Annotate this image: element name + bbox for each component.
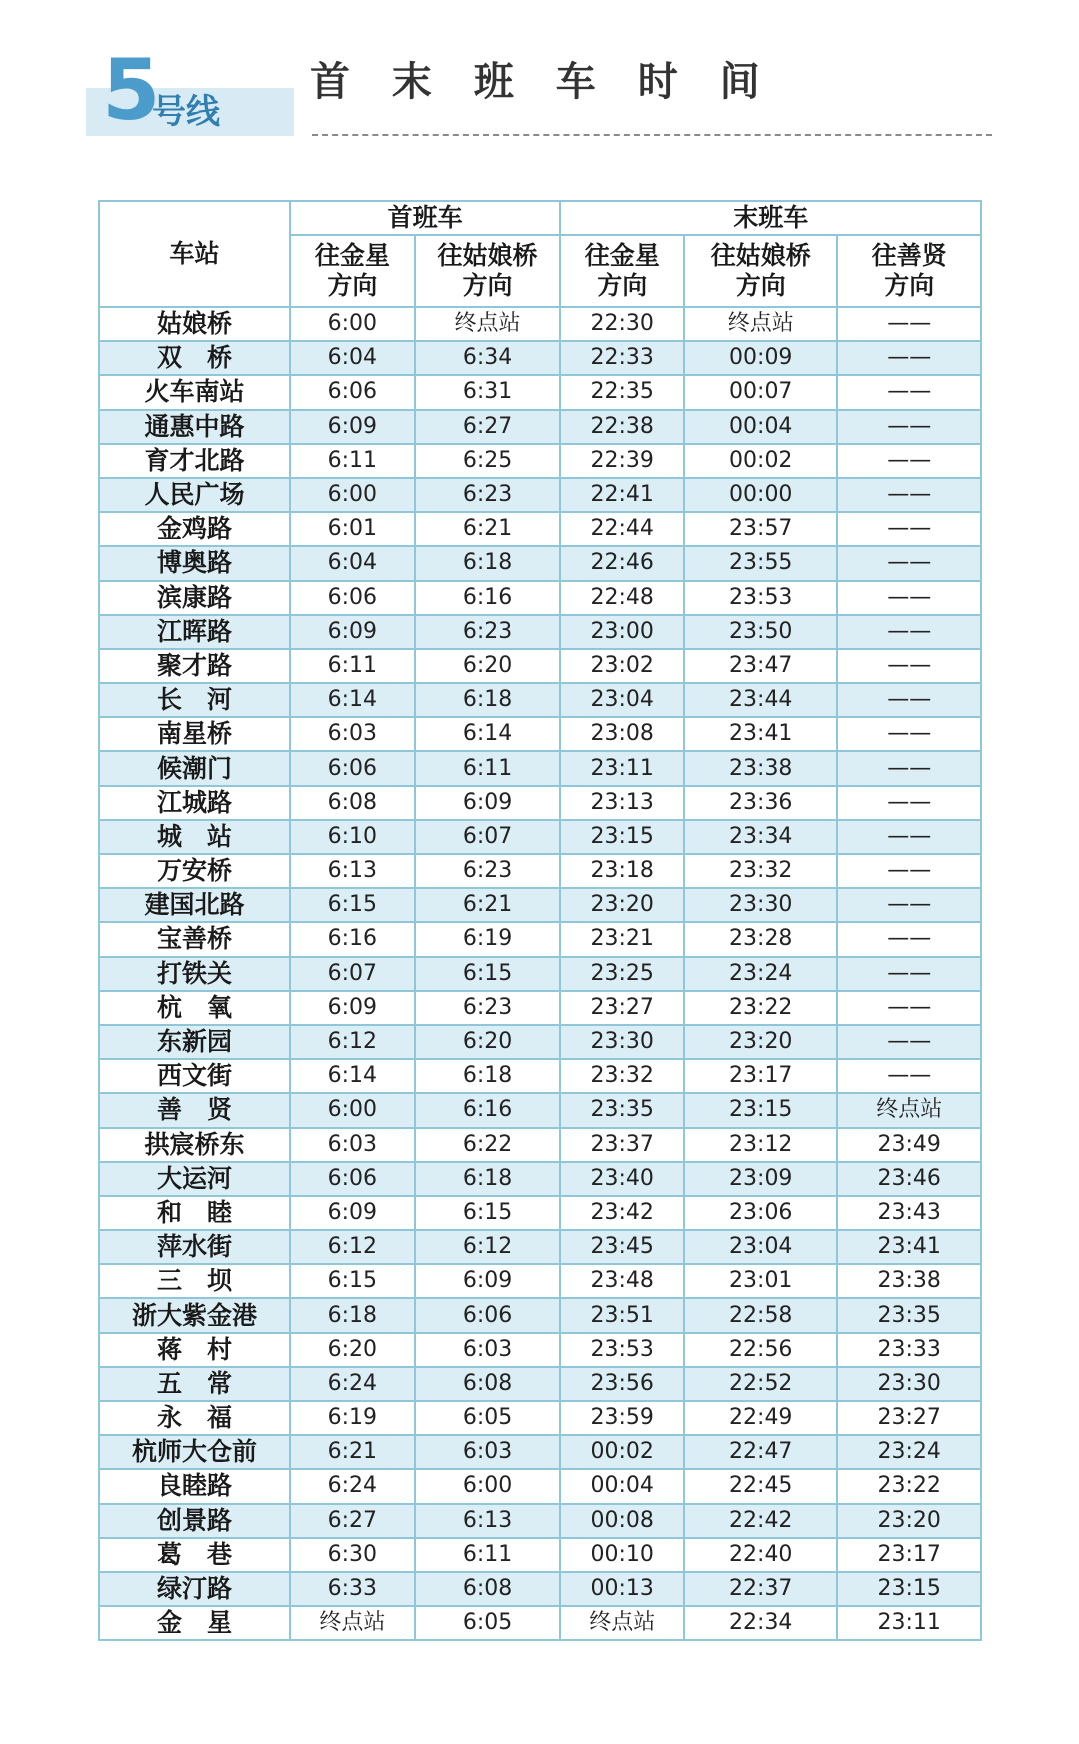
- time-cell: 22:52: [684, 1367, 837, 1401]
- time-cell: ——: [837, 683, 981, 717]
- time-cell: 6:07: [290, 957, 415, 991]
- time-cell: 23:32: [560, 1059, 684, 1093]
- time-cell: ——: [837, 307, 981, 341]
- table-row: [99, 957, 981, 991]
- station-name: 五 常: [99, 1367, 290, 1401]
- table-row: [99, 375, 981, 409]
- time-cell: ——: [837, 717, 981, 751]
- table-row: [99, 1572, 981, 1606]
- time-cell: 23:17: [837, 1538, 981, 1572]
- time-cell: 23:12: [684, 1128, 837, 1162]
- time-cell: 6:30: [290, 1538, 415, 1572]
- table-row: [99, 1606, 981, 1640]
- time-cell: 6:09: [290, 615, 415, 649]
- time-cell: 6:06: [290, 581, 415, 615]
- time-cell: 23:55: [684, 546, 837, 580]
- time-cell: 6:08: [290, 786, 415, 820]
- table-row: [99, 546, 981, 580]
- time-cell: 终点站: [684, 307, 837, 341]
- time-cell: 23:42: [560, 1196, 684, 1230]
- time-cell: 23:11: [837, 1606, 981, 1640]
- station-name: 东新园: [99, 1025, 290, 1059]
- time-cell: 6:00: [415, 1469, 561, 1503]
- line-suffix: 号线: [152, 92, 220, 132]
- time-cell: 6:18: [415, 683, 561, 717]
- time-cell: 6:11: [290, 649, 415, 683]
- time-cell: 00:13: [560, 1572, 684, 1606]
- time-cell: 00:10: [560, 1538, 684, 1572]
- station-name: 大运河: [99, 1162, 290, 1196]
- time-cell: 23:20: [560, 888, 684, 922]
- time-cell: 23:27: [837, 1401, 981, 1435]
- table-row: [99, 820, 981, 854]
- time-cell: 22:35: [560, 375, 684, 409]
- time-cell: 22:47: [684, 1435, 837, 1469]
- table-row: [99, 410, 981, 444]
- time-cell: 23:56: [560, 1367, 684, 1401]
- table-row: [99, 1333, 981, 1367]
- time-cell: ——: [837, 649, 981, 683]
- time-cell: 23:15: [560, 820, 684, 854]
- time-cell: 23:15: [837, 1572, 981, 1606]
- time-cell: 22:49: [684, 1401, 837, 1435]
- time-cell: 23:20: [837, 1504, 981, 1538]
- time-cell: 6:03: [290, 1128, 415, 1162]
- station-name: 金鸡路: [99, 512, 290, 546]
- station-name: 聚才路: [99, 649, 290, 683]
- time-cell: 23:15: [684, 1093, 837, 1127]
- time-cell: ——: [837, 957, 981, 991]
- time-cell: 6:15: [415, 957, 561, 991]
- time-cell: 6:23: [415, 854, 561, 888]
- time-cell: ——: [837, 546, 981, 580]
- time-cell: 23:06: [684, 1196, 837, 1230]
- direction-header: 往姑娘桥 方向: [415, 235, 561, 307]
- time-cell: 6:18: [415, 1059, 561, 1093]
- time-cell: 23:21: [560, 922, 684, 956]
- direction-header: 往金星 方向: [560, 235, 684, 307]
- time-cell: 23:27: [560, 991, 684, 1025]
- time-cell: 23:53: [560, 1333, 684, 1367]
- time-cell: 23:00: [560, 615, 684, 649]
- time-cell: 23:53: [684, 581, 837, 615]
- table-row: [99, 1093, 981, 1127]
- station-name: 萍水街: [99, 1230, 290, 1264]
- station-name: 善 贤: [99, 1093, 290, 1127]
- station-name: 宝善桥: [99, 922, 290, 956]
- time-cell: 6:00: [290, 478, 415, 512]
- time-cell: 6:11: [415, 751, 561, 785]
- time-cell: 6:20: [290, 1333, 415, 1367]
- time-cell: 6:09: [415, 786, 561, 820]
- time-cell: 23:49: [837, 1128, 981, 1162]
- time-cell: 23:47: [684, 649, 837, 683]
- time-cell: 6:03: [415, 1333, 561, 1367]
- table-row: [99, 751, 981, 785]
- time-cell: 23:48: [560, 1264, 684, 1298]
- table-row: [99, 307, 981, 341]
- time-cell: 6:22: [415, 1128, 561, 1162]
- time-cell: 6:13: [290, 854, 415, 888]
- time-cell: 6:14: [290, 683, 415, 717]
- time-cell: 6:24: [290, 1367, 415, 1401]
- time-cell: 终点站: [560, 1606, 684, 1640]
- time-cell: 6:18: [290, 1298, 415, 1332]
- time-cell: 22:40: [684, 1538, 837, 1572]
- time-cell: 23:04: [560, 683, 684, 717]
- station-name: 绿汀路: [99, 1572, 290, 1606]
- station-name: 建国北路: [99, 888, 290, 922]
- time-cell: 23:50: [684, 615, 837, 649]
- station-name: 人民广场: [99, 478, 290, 512]
- station-name: 万安桥: [99, 854, 290, 888]
- time-cell: 23:28: [684, 922, 837, 956]
- time-cell: ——: [837, 615, 981, 649]
- station-name: 蒋 村: [99, 1333, 290, 1367]
- time-cell: 6:09: [415, 1264, 561, 1298]
- time-cell: 23:38: [684, 751, 837, 785]
- time-cell: 6:19: [290, 1401, 415, 1435]
- time-cell: 6:18: [415, 546, 561, 580]
- time-cell: 6:12: [290, 1025, 415, 1059]
- time-cell: 23:41: [837, 1230, 981, 1264]
- time-cell: ——: [837, 478, 981, 512]
- station-name: 和 睦: [99, 1196, 290, 1230]
- table-row: [99, 1504, 981, 1538]
- table-row: [99, 888, 981, 922]
- station-name: 永 福: [99, 1401, 290, 1435]
- time-cell: 23:25: [560, 957, 684, 991]
- time-cell: 6:34: [415, 341, 561, 375]
- table-row: [99, 649, 981, 683]
- time-cell: 00:02: [560, 1435, 684, 1469]
- table-row: [99, 991, 981, 1025]
- station-name: 杭 氧: [99, 991, 290, 1025]
- time-cell: ——: [837, 581, 981, 615]
- station-name: 滨康路: [99, 581, 290, 615]
- time-cell: 22:45: [684, 1469, 837, 1503]
- direction-header: 往善贤 方向: [837, 235, 981, 307]
- station-name: 通惠中路: [99, 410, 290, 444]
- time-cell: 22:33: [560, 341, 684, 375]
- time-cell: 6:27: [290, 1504, 415, 1538]
- time-cell: 6:18: [415, 1162, 561, 1196]
- time-cell: 6:01: [290, 512, 415, 546]
- station-name: 杭师大仓前: [99, 1435, 290, 1469]
- time-cell: 6:23: [415, 615, 561, 649]
- time-cell: 23:45: [560, 1230, 684, 1264]
- time-cell: 6:15: [415, 1196, 561, 1230]
- time-cell: 6:04: [290, 546, 415, 580]
- time-cell: 23:35: [837, 1298, 981, 1332]
- time-cell: 6:21: [415, 512, 561, 546]
- table-row: [99, 922, 981, 956]
- station-name: 候潮门: [99, 751, 290, 785]
- station-name: 葛 巷: [99, 1538, 290, 1572]
- time-cell: 23:01: [684, 1264, 837, 1298]
- time-cell: 6:13: [415, 1504, 561, 1538]
- time-cell: 6:06: [290, 1162, 415, 1196]
- time-cell: 23:44: [684, 683, 837, 717]
- table-row: [99, 1025, 981, 1059]
- time-cell: 6:12: [290, 1230, 415, 1264]
- station-name: 长 河: [99, 683, 290, 717]
- station-name: 南星桥: [99, 717, 290, 751]
- table-row: [99, 1264, 981, 1298]
- station-name: 三 坝: [99, 1264, 290, 1298]
- time-cell: 22:48: [560, 581, 684, 615]
- time-cell: 23:43: [837, 1196, 981, 1230]
- table-row: [99, 1401, 981, 1435]
- time-cell: ——: [837, 512, 981, 546]
- time-cell: 22:42: [684, 1504, 837, 1538]
- time-cell: 00:07: [684, 375, 837, 409]
- time-cell: 6:00: [290, 1093, 415, 1127]
- time-cell: 00:02: [684, 444, 837, 478]
- time-cell: ——: [837, 922, 981, 956]
- time-cell: 终点站: [415, 307, 561, 341]
- station-name: 双 桥: [99, 341, 290, 375]
- time-cell: 6:06: [290, 751, 415, 785]
- time-cell: 22:46: [560, 546, 684, 580]
- table-row: [99, 1469, 981, 1503]
- time-cell: 23:02: [560, 649, 684, 683]
- time-cell: 22:44: [560, 512, 684, 546]
- time-cell: 22:58: [684, 1298, 837, 1332]
- time-cell: 23:57: [684, 512, 837, 546]
- time-cell: 22:30: [560, 307, 684, 341]
- time-cell: ——: [837, 1059, 981, 1093]
- table-row: [99, 341, 981, 375]
- time-cell: 23:08: [560, 717, 684, 751]
- time-cell: 6:11: [290, 444, 415, 478]
- station-name: 西文街: [99, 1059, 290, 1093]
- time-cell: 23:22: [684, 991, 837, 1025]
- time-cell: 23:30: [684, 888, 837, 922]
- title-divider: [312, 134, 992, 136]
- station-name: 江城路: [99, 786, 290, 820]
- time-cell: 6:07: [415, 820, 561, 854]
- time-cell: 23:51: [560, 1298, 684, 1332]
- time-cell: 6:15: [290, 888, 415, 922]
- direction-header: 往姑娘桥 方向: [684, 235, 837, 307]
- time-cell: 6:06: [415, 1298, 561, 1332]
- time-cell: 23:11: [560, 751, 684, 785]
- time-cell: 6:06: [290, 375, 415, 409]
- time-cell: 00:09: [684, 341, 837, 375]
- table-row: [99, 1128, 981, 1162]
- table-row: [99, 1298, 981, 1332]
- table-row: [99, 786, 981, 820]
- time-cell: 6:14: [290, 1059, 415, 1093]
- time-cell: 23:35: [560, 1093, 684, 1127]
- time-cell: 6:08: [415, 1367, 561, 1401]
- time-cell: ——: [837, 820, 981, 854]
- time-cell: 23:41: [684, 717, 837, 751]
- table-row: [99, 1196, 981, 1230]
- time-cell: 6:08: [415, 1572, 561, 1606]
- time-cell: 23:37: [560, 1128, 684, 1162]
- station-name: 博奥路: [99, 546, 290, 580]
- time-cell: ——: [837, 1025, 981, 1059]
- time-cell: 00:00: [684, 478, 837, 512]
- time-cell: 23:13: [560, 786, 684, 820]
- direction-header: 往金星 方向: [290, 235, 415, 307]
- time-cell: 6:21: [415, 888, 561, 922]
- time-cell: 6:10: [290, 820, 415, 854]
- time-cell: 6:12: [415, 1230, 561, 1264]
- first-train-header: 首班车: [290, 201, 560, 235]
- time-cell: 00:08: [560, 1504, 684, 1538]
- time-cell: 6:15: [290, 1264, 415, 1298]
- time-cell: 23:34: [684, 820, 837, 854]
- time-cell: 6:31: [415, 375, 561, 409]
- time-cell: 00:04: [560, 1469, 684, 1503]
- station-name: 浙大紫金港: [99, 1298, 290, 1332]
- time-cell: 23:30: [837, 1367, 981, 1401]
- time-cell: 22:38: [560, 410, 684, 444]
- station-name: 拱宸桥东: [99, 1128, 290, 1162]
- time-cell: ——: [837, 444, 981, 478]
- page-title: 首 末 班 车 时 间: [310, 59, 774, 105]
- time-cell: 23:04: [684, 1230, 837, 1264]
- time-cell: 6:09: [290, 991, 415, 1025]
- station-name: 江晖路: [99, 615, 290, 649]
- time-cell: 23:36: [684, 786, 837, 820]
- time-cell: 6:03: [290, 717, 415, 751]
- time-cell: 6:16: [415, 1093, 561, 1127]
- time-cell: 6:04: [290, 341, 415, 375]
- time-cell: ——: [837, 341, 981, 375]
- time-cell: 6:23: [415, 991, 561, 1025]
- time-cell: 6:33: [290, 1572, 415, 1606]
- time-cell: 23:40: [560, 1162, 684, 1196]
- time-cell: 6:27: [415, 410, 561, 444]
- time-cell: 6:14: [415, 717, 561, 751]
- station-name: 金 星: [99, 1606, 290, 1640]
- time-cell: ——: [837, 410, 981, 444]
- time-cell: 6:09: [290, 1196, 415, 1230]
- table-row: [99, 717, 981, 751]
- station-column-header: 车站: [99, 201, 290, 307]
- table-row: [99, 1435, 981, 1469]
- table-row: [99, 1059, 981, 1093]
- table-row: [99, 615, 981, 649]
- time-cell: 6:25: [415, 444, 561, 478]
- table-row: [99, 1230, 981, 1264]
- time-cell: 6:16: [290, 922, 415, 956]
- line-badge: [86, 42, 294, 138]
- time-cell: 6:19: [415, 922, 561, 956]
- table-row: [99, 683, 981, 717]
- time-cell: 6:24: [290, 1469, 415, 1503]
- station-name: 良睦路: [99, 1469, 290, 1503]
- time-cell: ——: [837, 854, 981, 888]
- time-cell: 23:22: [837, 1469, 981, 1503]
- last-train-header: 末班车: [560, 201, 981, 235]
- time-cell: 23:24: [837, 1435, 981, 1469]
- time-cell: ——: [837, 991, 981, 1025]
- time-cell: ——: [837, 888, 981, 922]
- time-cell: 22:39: [560, 444, 684, 478]
- time-cell: 00:04: [684, 410, 837, 444]
- time-cell: 23:30: [560, 1025, 684, 1059]
- time-cell: 23:38: [837, 1264, 981, 1298]
- station-name: 姑娘桥: [99, 307, 290, 341]
- time-cell: 23:32: [684, 854, 837, 888]
- time-cell: 23:09: [684, 1162, 837, 1196]
- station-name: 打铁关: [99, 957, 290, 991]
- time-cell: 终点站: [837, 1093, 981, 1127]
- line-number: 5: [102, 41, 161, 139]
- time-cell: ——: [837, 751, 981, 785]
- station-name: 育才北路: [99, 444, 290, 478]
- time-cell: 6:05: [415, 1401, 561, 1435]
- schedule-body: [99, 307, 981, 1640]
- time-cell: 6:16: [415, 581, 561, 615]
- time-cell: 23:33: [837, 1333, 981, 1367]
- station-name: 城 站: [99, 820, 290, 854]
- table-row: [99, 1367, 981, 1401]
- time-cell: 23:17: [684, 1059, 837, 1093]
- table-row: [99, 478, 981, 512]
- time-cell: 6:05: [415, 1606, 561, 1640]
- time-cell: 22:34: [684, 1606, 837, 1640]
- station-name: 火车南站: [99, 375, 290, 409]
- time-cell: 22:37: [684, 1572, 837, 1606]
- table-row: [99, 1162, 981, 1196]
- time-cell: ——: [837, 375, 981, 409]
- table-row: [99, 444, 981, 478]
- time-cell: 23:59: [560, 1401, 684, 1435]
- time-cell: 终点站: [290, 1606, 415, 1640]
- schedule-table: [98, 200, 982, 1641]
- table-row: [99, 512, 981, 546]
- table-row: [99, 1538, 981, 1572]
- table-row: [99, 581, 981, 615]
- station-name: 创景路: [99, 1504, 290, 1538]
- time-cell: 6:11: [415, 1538, 561, 1572]
- time-cell: 6:03: [415, 1435, 561, 1469]
- time-cell: 6:21: [290, 1435, 415, 1469]
- table-row: [99, 854, 981, 888]
- time-cell: 23:20: [684, 1025, 837, 1059]
- time-cell: 22:56: [684, 1333, 837, 1367]
- time-cell: 6:20: [415, 1025, 561, 1059]
- time-cell: 6:23: [415, 478, 561, 512]
- time-cell: ——: [837, 786, 981, 820]
- time-cell: 6:20: [415, 649, 561, 683]
- time-cell: 23:18: [560, 854, 684, 888]
- time-cell: 6:00: [290, 307, 415, 341]
- time-cell: 23:24: [684, 957, 837, 991]
- time-cell: 22:41: [560, 478, 684, 512]
- time-cell: 6:09: [290, 410, 415, 444]
- time-cell: 23:46: [837, 1162, 981, 1196]
